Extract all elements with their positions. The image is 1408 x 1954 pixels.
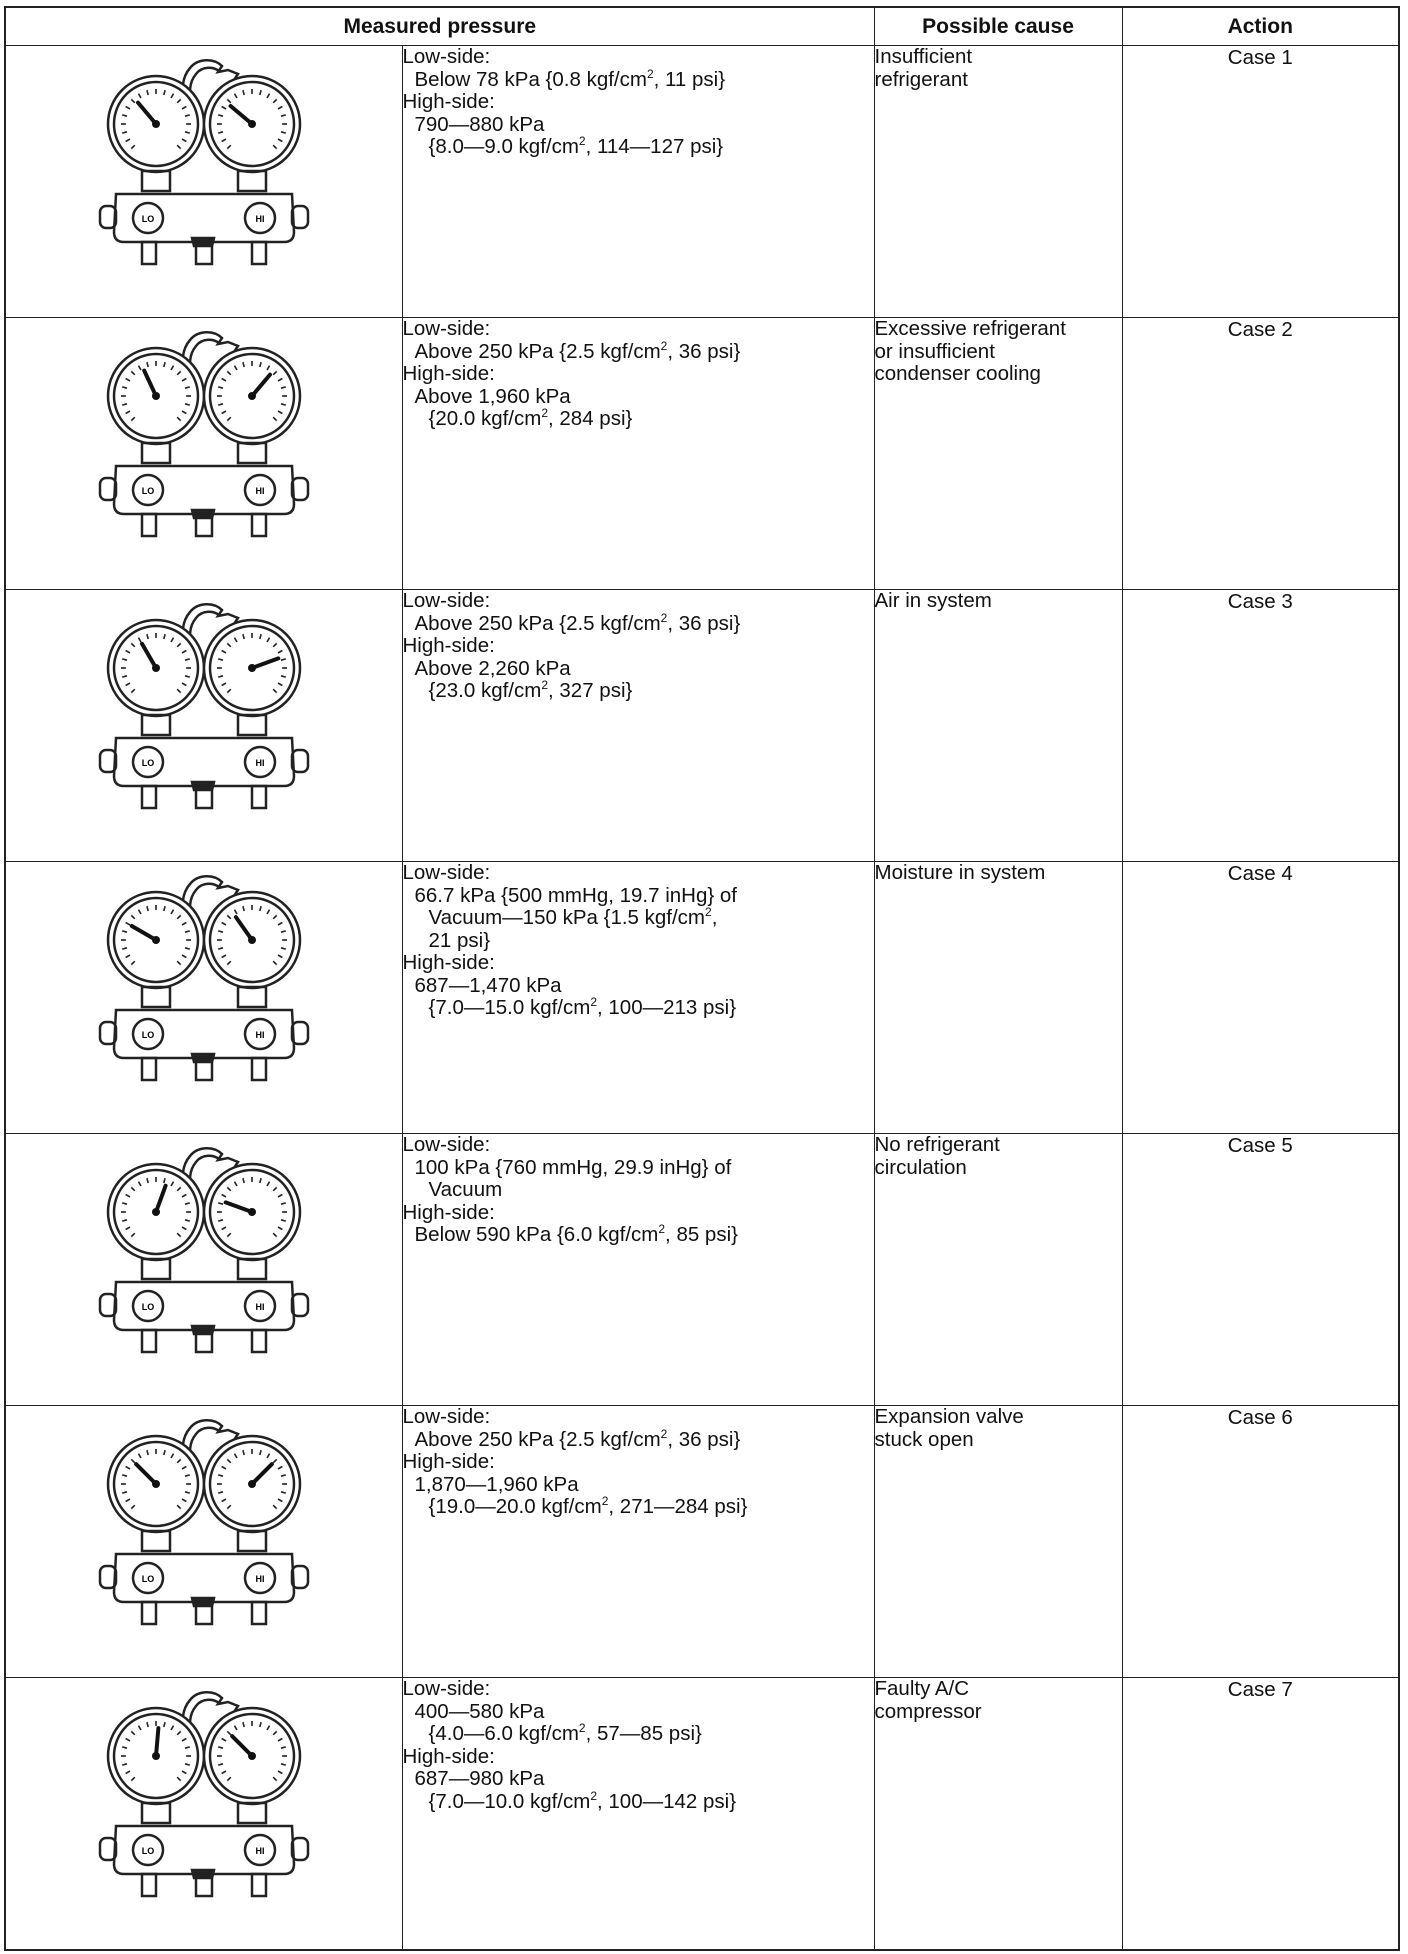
- pressure-text: Low-side:: [402, 861, 491, 884]
- manifold-gauge-set-icon: [94, 590, 314, 810]
- pressure-text: {7.0—15.0 kgf/cm: [428, 996, 591, 1019]
- pressure-line: [403, 408, 874, 431]
- action-cell: Case 1: [1122, 46, 1399, 318]
- pressure-line: [403, 1723, 874, 1746]
- manifold-gauge-set-icon: [94, 1678, 314, 1898]
- pressure-text: 400—580 kPa: [414, 1699, 545, 1723]
- pressure-line: [403, 1406, 874, 1429]
- pressure-text: High-side:: [402, 90, 495, 113]
- superscript: 2: [601, 1494, 609, 1509]
- possible-cause-cell: [874, 1678, 1122, 1951]
- header-measured-pressure: Measured pressure: [5, 7, 874, 46]
- table-row: [5, 1678, 1399, 1951]
- pressure-text: 1,870—1,960 kPa: [414, 1472, 579, 1496]
- table-row: [5, 590, 1399, 862]
- superscript: 2: [590, 995, 597, 1010]
- measured-pressure-cell: [402, 1406, 874, 1678]
- pressure-text: High-side:: [402, 634, 495, 657]
- cause-line: condenser cooling: [874, 362, 1041, 385]
- table-row: [5, 46, 1399, 318]
- pressure-line: [403, 1788, 874, 1814]
- action-cell: Case 6: [1122, 1406, 1399, 1678]
- header-action: Action: [1122, 7, 1399, 46]
- manifold-gauge-set-icon: [94, 1406, 314, 1626]
- cause-line: circulation: [874, 1155, 967, 1179]
- cause-line: No refrigerant: [874, 1133, 1000, 1156]
- superscript: 2: [660, 610, 668, 625]
- pressure-line: [403, 1224, 874, 1247]
- superscript: 2: [578, 134, 586, 149]
- pressure-text: Low-side:: [402, 589, 491, 612]
- pressure-line: [403, 386, 874, 409]
- superscript: 2: [660, 1426, 668, 1441]
- possible-cause-cell: [874, 1406, 1122, 1678]
- pressure-line: [403, 91, 874, 114]
- superscript: 2: [590, 1788, 597, 1803]
- pressure-text: , 114—127 psi}: [585, 135, 724, 158]
- table-row: [5, 1134, 1399, 1406]
- action-cell: Case 5: [1122, 1134, 1399, 1406]
- table-row: [5, 1406, 1399, 1678]
- pressure-text: {7.0—10.0 kgf/cm: [428, 1789, 591, 1813]
- pressure-text: High-side:: [402, 1450, 495, 1473]
- pressure-text: 687—1,470 kPa: [414, 973, 562, 997]
- pressure-text: Above 250 kPa {2.5 kgf/cm: [414, 1427, 661, 1451]
- pressure-text: Above 2,260 kPa: [414, 656, 571, 680]
- manifold-gauge-set-icon: [94, 318, 314, 538]
- superscript: 2: [541, 678, 548, 693]
- manifold-gauge-set-icon: [94, 46, 314, 266]
- cause-line: Excessive refrigerant: [874, 317, 1066, 340]
- svg-text:HI: HI: [255, 486, 265, 496]
- measured-pressure-cell: [402, 318, 874, 590]
- pressure-line: [403, 635, 874, 658]
- pressure-line: [403, 907, 874, 930]
- table-row: [5, 862, 1399, 1134]
- possible-cause-cell: [874, 862, 1122, 1134]
- pressure-line: [403, 610, 874, 636]
- pressure-line: [403, 1474, 874, 1497]
- pressure-line: [403, 590, 874, 613]
- gauge-illustration-cell: [5, 46, 402, 318]
- pressure-text: Vacuum—150 kPa {1.5 kgf/cm: [428, 906, 706, 929]
- pressure-text: {23.0 kgf/cm: [428, 679, 542, 702]
- pressure-text: 100 kPa {760 mmHg, 29.9 inHg} of: [414, 1155, 732, 1179]
- svg-text:HI: HI: [255, 214, 265, 224]
- pressure-line: [403, 66, 874, 92]
- table-body: [5, 46, 1399, 1951]
- pressure-line: [403, 885, 874, 908]
- gauge-illustration-cell: [5, 862, 402, 1134]
- pressure-text: High-side:: [402, 951, 495, 974]
- pressure-text: , 57—85 psi}: [585, 1722, 702, 1745]
- pressure-text: Low-side:: [402, 45, 491, 68]
- pressure-text: Below 590 kPa {6.0 kgf/cm: [414, 1223, 659, 1246]
- superscript: 2: [578, 1721, 586, 1736]
- pressure-line: [403, 997, 874, 1020]
- superscript: 2: [646, 66, 654, 81]
- pressure-text: , 36 psi}: [667, 1427, 741, 1451]
- pressure-line: [403, 952, 874, 975]
- action-cell: Case 4: [1122, 862, 1399, 1134]
- pressure-text: , 100—213 psi}: [597, 996, 737, 1019]
- superscript: 2: [658, 1222, 666, 1237]
- pressure-line: [403, 680, 874, 703]
- pressure-line: [403, 1496, 874, 1519]
- superscript: 2: [705, 905, 712, 920]
- cause-line: Moisture in system: [874, 861, 1046, 884]
- gauge-illustration-cell: [5, 1406, 402, 1678]
- svg-text:HI: HI: [255, 1302, 265, 1312]
- pressure-text: , 36 psi}: [667, 339, 741, 363]
- pressure-text: 790—880 kPa: [414, 112, 545, 136]
- pressure-text: High-side:: [402, 1200, 495, 1224]
- pressure-text: Low-side:: [402, 1133, 491, 1156]
- svg-text:LO: LO: [141, 758, 154, 768]
- gauge-illustration-cell: [5, 1134, 402, 1406]
- pressure-text: Low-side:: [402, 317, 491, 340]
- svg-text:LO: LO: [141, 214, 154, 224]
- pressure-text: , 36 psi}: [667, 611, 741, 635]
- pressure-text: Low-side:: [402, 1405, 491, 1428]
- pressure-text: , 11 psi}: [653, 67, 726, 91]
- pressure-line: [403, 1701, 874, 1724]
- pressure-text: Above 250 kPa {2.5 kgf/cm: [414, 339, 661, 363]
- action-cell: Case 7: [1122, 1678, 1399, 1951]
- pressure-line: [403, 114, 874, 137]
- measured-pressure-cell: [402, 590, 874, 862]
- svg-text:HI: HI: [255, 758, 265, 768]
- pressure-line: [403, 136, 874, 159]
- svg-text:HI: HI: [255, 1574, 265, 1584]
- measured-pressure-cell: [402, 1678, 874, 1951]
- header-possible-cause: Possible cause: [874, 7, 1122, 46]
- pressure-text: ,: [711, 906, 718, 929]
- possible-cause-cell: [874, 1134, 1122, 1406]
- pressure-text: Above 1,960 kPa: [414, 384, 571, 408]
- svg-text:LO: LO: [141, 1030, 154, 1040]
- measured-pressure-cell: [402, 862, 874, 1134]
- pressure-line: [403, 862, 874, 885]
- svg-text:HI: HI: [255, 1030, 265, 1040]
- pressure-line: [403, 1768, 874, 1791]
- action-cell: Case 3: [1122, 590, 1399, 862]
- pressure-line: [403, 1746, 874, 1769]
- pressure-line: [403, 363, 874, 386]
- svg-text:LO: LO: [141, 486, 154, 496]
- superscript: 2: [541, 406, 548, 421]
- pressure-text: , 284 psi}: [548, 407, 633, 430]
- svg-text:LO: LO: [141, 1846, 154, 1856]
- possible-cause-cell: [874, 46, 1122, 318]
- pressure-text: 66.7 kPa {500 mmHg, 19.7 inHg} of: [414, 883, 738, 907]
- action-cell: Case 2: [1122, 318, 1399, 590]
- cause-line: Faulty A/C: [874, 1677, 970, 1700]
- pressure-text: High-side:: [402, 1744, 495, 1768]
- table-row: [5, 318, 1399, 590]
- superscript: 2: [660, 338, 668, 353]
- pressure-line: [403, 318, 874, 341]
- pressure-line: [403, 1179, 874, 1202]
- pressure-line: [403, 930, 874, 953]
- gauge-illustration-cell: [5, 318, 402, 590]
- pressure-text: 21 psi}: [428, 928, 491, 952]
- pressure-line: [403, 1134, 874, 1157]
- gauge-illustration-cell: [5, 590, 402, 862]
- manifold-gauge-set-icon: [94, 1134, 314, 1354]
- cause-line: or insufficient: [874, 339, 995, 363]
- pressure-text: {19.0—20.0 kgf/cm: [428, 1495, 602, 1518]
- pressure-text: Below 78 kPa {0.8 kgf/cm: [414, 67, 647, 91]
- svg-text:HI: HI: [255, 1846, 265, 1856]
- pressure-text: Above 250 kPa {2.5 kgf/cm: [414, 611, 661, 635]
- svg-text:LO: LO: [141, 1302, 154, 1312]
- pressure-text: High-side:: [402, 362, 495, 385]
- pressure-text: , 271—284 psi}: [608, 1495, 748, 1518]
- possible-cause-cell: [874, 590, 1122, 862]
- pressure-line: [403, 975, 874, 998]
- pressure-line: [403, 1678, 874, 1701]
- cause-line: Air in system: [874, 589, 992, 612]
- pressure-line: [403, 658, 874, 681]
- cause-line: stuck open: [874, 1427, 974, 1451]
- pressure-text: {20.0 kgf/cm: [428, 407, 542, 430]
- pressure-text: {4.0—6.0 kgf/cm: [428, 1722, 579, 1745]
- pressure-line: [403, 1451, 874, 1474]
- pressure-line: [403, 338, 874, 364]
- measured-pressure-cell: [402, 46, 874, 318]
- gauge-illustration-cell: [5, 1678, 402, 1951]
- cause-line: refrigerant: [874, 67, 968, 91]
- cause-line: Insufficient: [874, 45, 973, 68]
- svg-text:LO: LO: [141, 1574, 154, 1584]
- pressure-line: [403, 1426, 874, 1452]
- table-header-row: [5, 7, 1399, 46]
- manifold-gauge-set-icon: [94, 862, 314, 1082]
- pressure-line: [403, 46, 874, 69]
- pressure-text: , 100—142 psi}: [597, 1789, 737, 1813]
- pressure-line: [403, 1202, 874, 1225]
- cause-line: compressor: [874, 1699, 982, 1723]
- pressure-text: Low-side:: [402, 1677, 491, 1700]
- pressure-text: 687—980 kPa: [414, 1767, 545, 1790]
- pressure-text: Vacuum: [428, 1178, 503, 1201]
- measured-pressure-cell: [402, 1134, 874, 1406]
- cause-line: Expansion valve: [874, 1405, 1024, 1428]
- pressure-text: {8.0—9.0 kgf/cm: [428, 135, 579, 158]
- possible-cause-cell: [874, 318, 1122, 590]
- pressure-text: , 85 psi}: [665, 1223, 738, 1246]
- pressure-line: [403, 1157, 874, 1180]
- ac-pressure-diagnosis-table: [4, 6, 1400, 1951]
- pressure-text: , 327 psi}: [548, 679, 633, 702]
